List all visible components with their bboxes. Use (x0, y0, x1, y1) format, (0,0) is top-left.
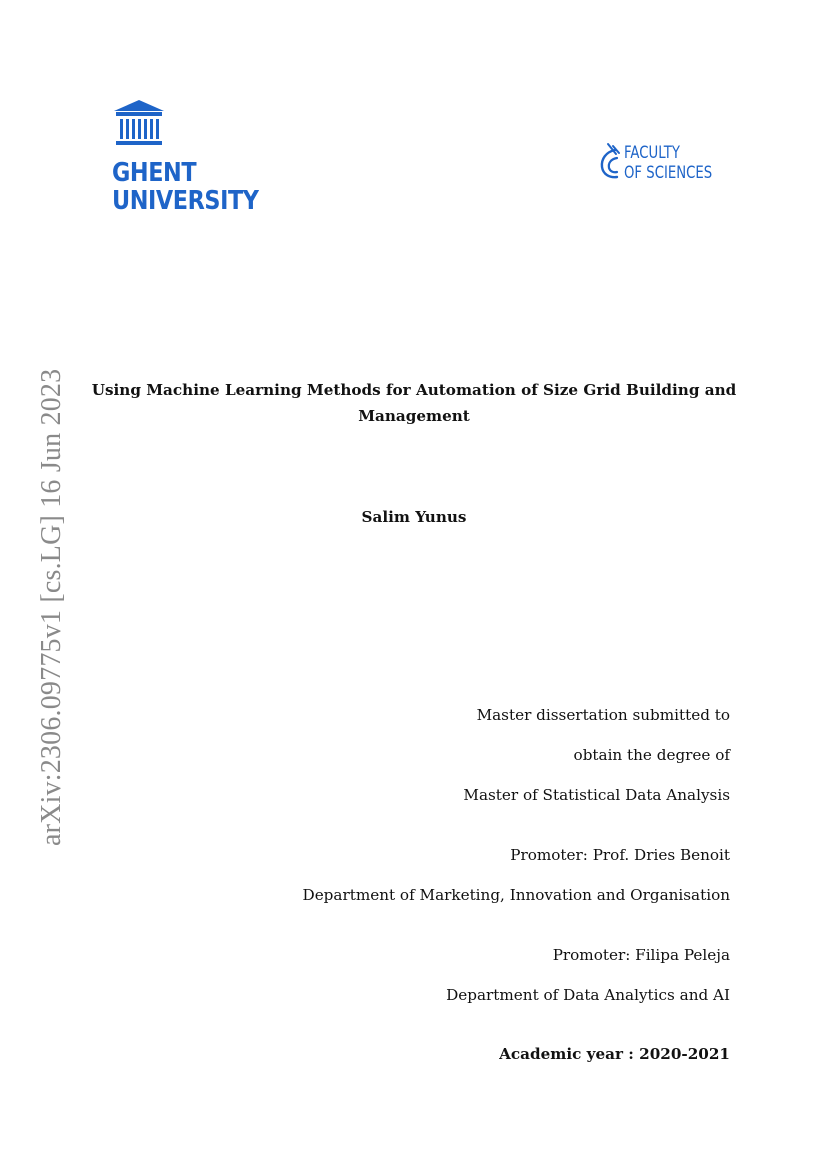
arxiv-identifier: arXiv:2306.09775v1 [cs.LG] 16 Jun 2023 (36, 368, 67, 846)
submission-line-3: Master of Statistical Data Analysis (463, 786, 730, 804)
academic-year: Academic year : 2020-2021 (499, 1045, 730, 1063)
faculty-emblem-icon (598, 142, 622, 182)
ghent-university-logo (112, 98, 259, 218)
university-building-icon (112, 98, 166, 150)
submission-line-1: Master dissertation submitted to (476, 706, 730, 724)
author-name: Salim Yunus (361, 508, 467, 526)
ghent-logo-line1: GHENT (112, 158, 197, 188)
faculty-logo-line1: FACULTY (624, 143, 680, 163)
faculty-logo-line2: OF SCIENCES (624, 163, 713, 183)
submission-line-2: obtain the degree of (573, 746, 730, 764)
promoter-2-name: Promoter: Filipa Peleja (552, 946, 730, 964)
ghent-logo-line2: UNIVERSITY (112, 186, 259, 216)
promoter-2-department: Department of Data Analytics and AI (446, 986, 730, 1004)
thesis-title: Using Machine Learning Methods for Automation of Size Grid Building and Management (91, 381, 737, 425)
faculty-of-sciences-logo (598, 142, 713, 186)
promoter-1-department: Department of Marketing, Innovation and Organisation (302, 886, 730, 904)
promoter-1-name: Promoter: Prof. Dries Benoit (510, 846, 730, 864)
